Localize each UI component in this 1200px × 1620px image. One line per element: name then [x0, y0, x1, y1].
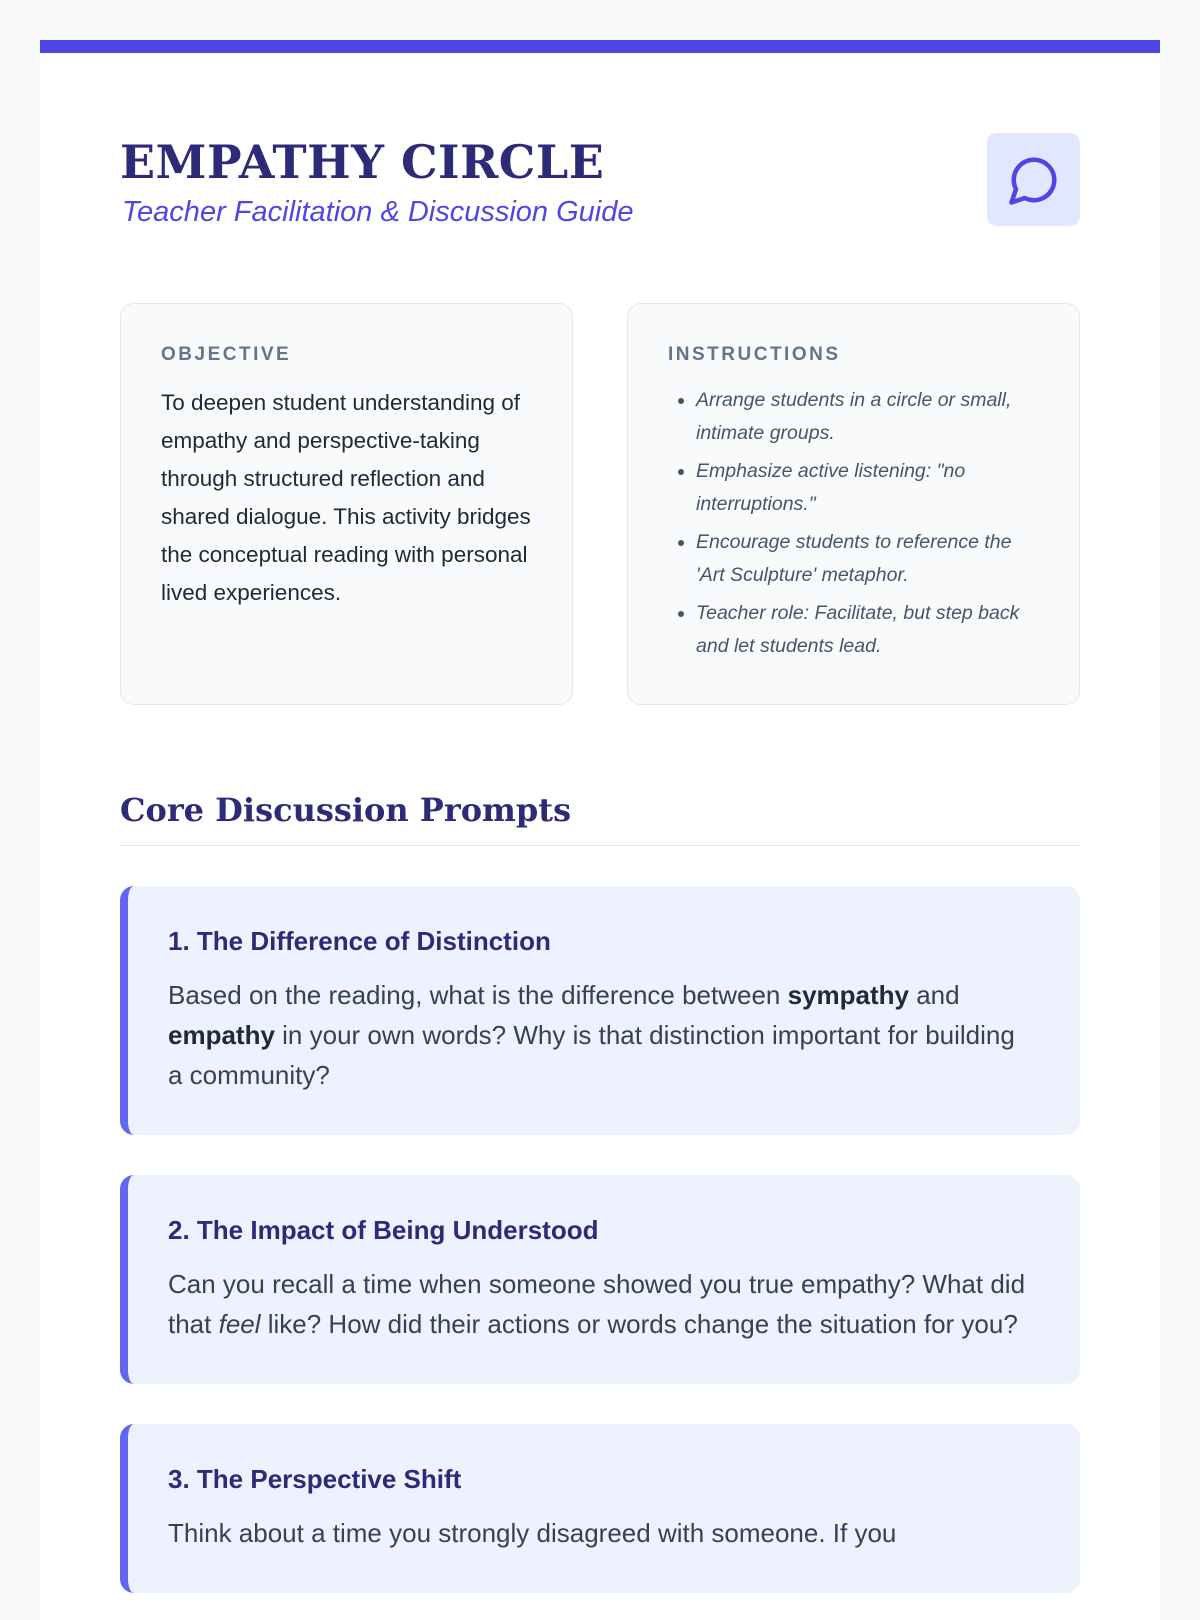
instruction-item: • Encourage students to reference the 'Art Sculpture' metaphor.: [696, 526, 1039, 592]
objective-text: To deepen student understanding of empathy and perspective-taking through structured reflection and shared dialogue. This activity bridges the conceptual reading with personal lived experiences.: [161, 389, 531, 605]
prompt-body: Think about a time you strongly disagreed with someone. If you: [168, 1517, 897, 1548]
prompt-text: like? How did their actions or words change the situation for you?: [260, 1308, 1018, 1339]
page-subtitle: Teacher Facilitation & Discussion Guide: [122, 195, 634, 228]
header: [120, 133, 1080, 229]
prompt-emphasis: empathy: [168, 1019, 275, 1050]
chat-bubble-icon: [1007, 153, 1061, 207]
prompt-text: in your own words? Why is that distinction important for building a community?: [168, 1019, 1015, 1090]
section-divider: [120, 845, 1080, 846]
instructions-list: [668, 384, 1039, 663]
prompt-title: 1. The Difference of Distinction: [168, 925, 551, 956]
prompt-emphasis: sympathy: [787, 979, 909, 1010]
guide-page: [40, 40, 1160, 1620]
section-title: Core Discussion Prompts: [120, 790, 572, 829]
page-title: EMPATHY CIRCLE: [120, 135, 605, 189]
prompt-title: 2. The Impact of Being Understood: [168, 1214, 599, 1245]
chat-badge: [987, 133, 1080, 226]
instruction-item: • Arrange students in a circle or small, intimate groups.: [696, 384, 1039, 450]
prompt-card: [120, 1424, 1080, 1593]
prompt-card: [120, 886, 1080, 1135]
objective-label: OBJECTIVE: [161, 343, 292, 365]
prompt-text: and: [909, 979, 960, 1010]
prompt-text: Based on the reading, what is the difference between: [168, 979, 788, 1010]
prompt-emphasis: feel: [218, 1308, 261, 1339]
prompt-title: 3. The Perspective Shift: [168, 1463, 462, 1494]
instructions-card: [627, 303, 1080, 705]
prompt-text: Can you recall a time when someone showed you true empathy? What did that: [168, 1268, 1026, 1339]
prompt-body: [168, 1264, 1034, 1344]
instruction-item: • Emphasize active listening: "no interruptions.": [696, 455, 1039, 521]
info-cards: [120, 303, 1080, 705]
prompt-card: [120, 1175, 1080, 1384]
instructions-label: INSTRUCTIONS: [668, 343, 841, 365]
objective-card: [120, 303, 573, 705]
instruction-item: • Teacher role: Facilitate, but step back and let students lead.: [696, 597, 1039, 663]
prompt-body: [168, 975, 1034, 1095]
